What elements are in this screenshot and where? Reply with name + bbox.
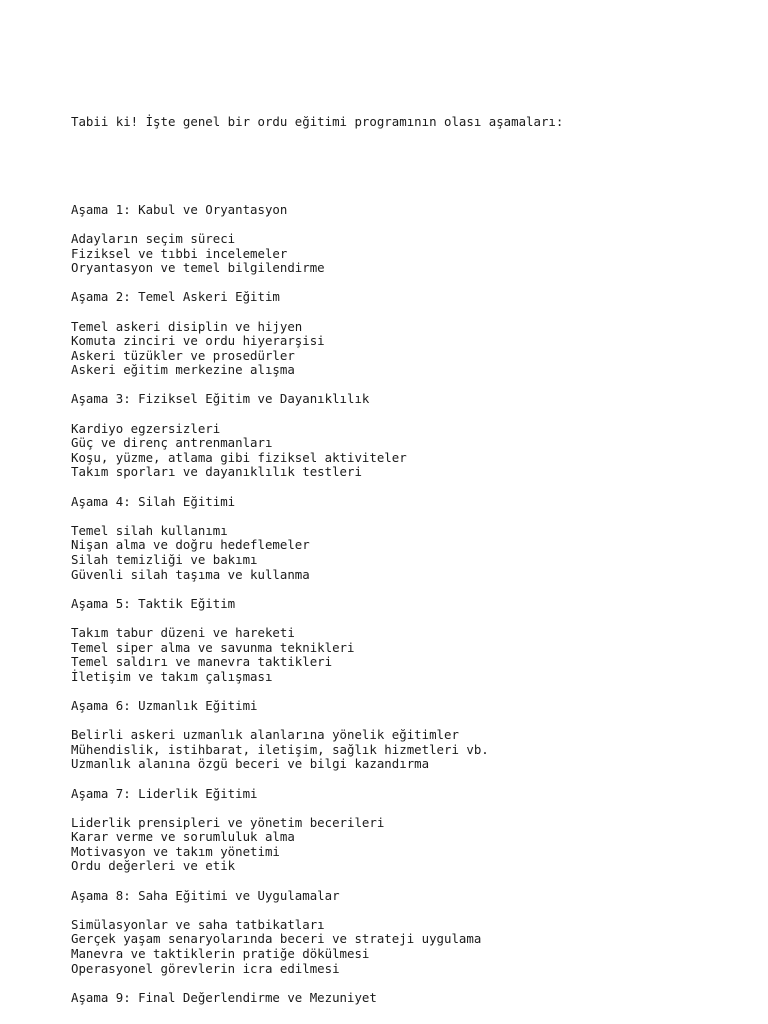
- stage-heading: Aşama 9: Final Değerlendirme ve Mezuniyet: [71, 989, 377, 1005]
- stage-item: Gerçek yaşam senaryolarında beceri ve strateji uygulama: [71, 931, 482, 947]
- stage-item: Manevra ve taktiklerin pratiğe dökülmesi: [71, 946, 370, 962]
- stage-item: Ordu değerleri ve etik: [71, 858, 236, 874]
- stage-item: Güvenli silah taşıma ve kullanma: [71, 566, 310, 582]
- stage-heading: Aşama 4: Silah Eğitimi: [71, 493, 236, 509]
- stage-item: Temel siper alma ve savunma teknikleri: [71, 639, 355, 655]
- stage-item: Takım sporları ve dayanıklılık testleri: [71, 464, 362, 480]
- stage-item: İletişim ve takım çalışması: [71, 668, 273, 684]
- stage-heading: Aşama 6: Uzmanlık Eğitimi: [71, 697, 258, 713]
- stage-item: Karar verme ve sorumluluk alma: [71, 829, 295, 845]
- stage-item: Temel askeri disiplin ve hijyen: [71, 318, 303, 334]
- stage-section: [71, 290, 751, 392]
- stage-item: Komuta zinciri ve ordu hiyerarşisi: [71, 333, 325, 349]
- stage-item: Nişan alma ve doğru hedeflemeler: [71, 537, 310, 553]
- stage-heading: Aşama 8: Saha Eğitimi ve Uygulamalar: [71, 887, 340, 903]
- stage-list: [71, 203, 751, 1006]
- stage-item: Takım tabur düzeni ve hareketi: [71, 624, 295, 640]
- stage-item: Güç ve direnç antrenmanları: [71, 435, 273, 451]
- stage-heading: Aşama 1: Kabul ve Oryantasyon: [71, 201, 288, 217]
- intro-text: Tabii ki! İşte genel bir ordu eğitimi programının olası aşamaları:: [71, 114, 564, 130]
- stage-section: [71, 787, 751, 889]
- stage-section: [71, 203, 751, 291]
- stage-item: Kardiyo egzersizleri: [71, 420, 221, 436]
- stage-heading: Aşama 2: Temel Askeri Eğitim: [71, 289, 280, 305]
- stage-section: [71, 699, 751, 787]
- stage-item: Temel saldırı ve manevra taktikleri: [71, 654, 333, 670]
- stage-heading: Aşama 7: Liderlik Eğitimi: [71, 785, 258, 801]
- stage-item: Liderlik prensipleri ve yönetim becerileri: [71, 814, 385, 830]
- stage-section: [71, 597, 751, 699]
- stage-heading: Aşama 5: Taktik Eğitim: [71, 595, 236, 611]
- stage-item: Uzmanlık alanına özgü beceri ve bilgi kazandırma: [71, 756, 430, 772]
- stage-item: Askeri tüzükler ve prosedürler: [71, 347, 295, 363]
- stage-item: Temel silah kullanımı: [71, 522, 228, 538]
- stage-item: Oryantasyon ve temel bilgilendirme: [71, 260, 325, 276]
- stage-section: [71, 889, 751, 991]
- document-body: [71, 86, 751, 1020]
- stage-item: Fiziksel ve tıbbi incelemeler: [71, 245, 288, 261]
- stage-section: [71, 495, 751, 597]
- stage-item: Motivasyon ve takım yönetimi: [71, 843, 280, 859]
- stage-item: Koşu, yüzme, atlama gibi fiziksel aktiviteler: [71, 449, 407, 465]
- stage-item: Simülasyonlar ve saha tatbikatları: [71, 916, 325, 932]
- stage-section: [71, 991, 751, 1006]
- stage-item: Belirli askeri uzmanlık alanlarına yönelik eğitimler: [71, 727, 459, 743]
- stage-item: Operasyonel görevlerin icra edilmesi: [71, 960, 340, 976]
- stage-item: Askeri eğitim merkezine alışma: [71, 362, 295, 378]
- stage-item: Adayların seçim süreci: [71, 230, 236, 246]
- stage-section: [71, 392, 751, 494]
- stage-item: Silah temizliği ve bakımı: [71, 552, 258, 567]
- stage-heading: Aşama 3: Fiziksel Eğitim ve Dayanıklılık: [71, 391, 370, 407]
- stage-item: Mühendislik, istihbarat, iletişim, sağlık hizmetleri vb.: [71, 741, 489, 757]
